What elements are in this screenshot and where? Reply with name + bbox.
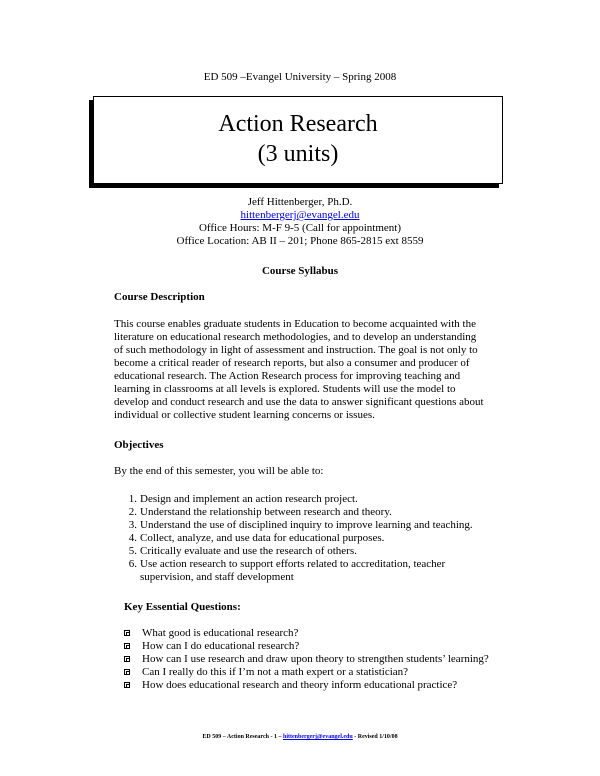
course-description-line: learning in classrooms at all levels is explored. Students will use the model to — [114, 383, 456, 395]
key-question-text: How does educational research and theory inform educational practice? — [142, 679, 458, 691]
title-box — [93, 96, 503, 184]
square-bullet-icon — [124, 682, 130, 688]
instructor-name: Jeff Hittenberger, Ph.D. — [247, 196, 353, 208]
footer-email-link[interactable]: hittenbergerj@evangel.edu — [282, 734, 353, 740]
objective-number: 3. — [128, 519, 137, 531]
objective-item — [128, 519, 510, 532]
objectives-heading: Objectives — [114, 439, 164, 451]
document-header: ED 509 –Evangel University – Spring 2008 — [203, 71, 397, 83]
course-title: Action Research — [218, 111, 378, 137]
objective-item — [128, 506, 510, 519]
key-questions-heading: Key Essential Questions: — [124, 601, 241, 613]
objective-number: 5. — [128, 545, 137, 557]
key-question-text: What good is educational research? — [142, 627, 299, 639]
objective-text: Design and implement an action research project. — [140, 493, 358, 505]
office-location: Office Location: AB II – 201; Phone 865-2815 ext 8559 — [176, 235, 424, 247]
course-description-line: literature on educational research methodologies, and to develop an understanding — [114, 331, 477, 343]
square-bullet-icon — [124, 630, 130, 636]
objective-item — [128, 493, 510, 506]
objective-number: 1. — [128, 493, 137, 505]
objectives-intro: By the end of this semester, you will be able to: — [114, 465, 324, 477]
instructor-email-link[interactable]: hittenbergerj@evangel.edu — [240, 209, 360, 221]
objective-text: Understand the use of disciplined inquiry to improve learning and teaching. — [140, 519, 473, 531]
course-description-line: This course enables graduate students in Education to become acquainted with the — [114, 318, 476, 330]
square-bullet-icon — [124, 656, 130, 662]
objective-item — [128, 532, 510, 545]
syllabus-heading: Course Syllabus — [261, 265, 339, 277]
key-question-text: How can I do educational research? — [142, 640, 300, 652]
key-question-text: How can I use research and draw upon theory to strengthen students’ learning? — [142, 653, 489, 665]
course-description-heading: Course Description — [114, 291, 205, 303]
course-units: (3 units) — [257, 141, 339, 167]
course-description-line: individual or collective student learning concerns or issues. — [114, 409, 375, 421]
objective-number: 4. — [128, 532, 137, 544]
key-question-text: Can I really do this if I’m not a math expert or a statistician? — [142, 666, 409, 678]
footer-prefix: ED 509 – Action Research - 1 – — [202, 734, 283, 740]
course-description-line: educational research. The Action Research process for improving teaching and — [114, 370, 461, 382]
instructor-email-row — [0, 209, 600, 222]
course-description-line: become a critical reader of research reports, but also a consumer and producer of — [114, 357, 470, 369]
square-bullet-icon — [124, 643, 130, 649]
course-description-paragraph — [114, 318, 514, 422]
objective-number: 6. — [128, 558, 137, 570]
objective-number: 2. — [128, 506, 137, 518]
objective-text: Understand the relationship between research and theory. — [140, 506, 392, 518]
objective-item — [128, 545, 510, 558]
course-description-line: develop and conduct research and use the data to answer significant questions about — [114, 396, 484, 408]
objective-text: Critically evaluate and use the research of others. — [140, 545, 357, 557]
objective-item — [128, 558, 510, 584]
page-footer — [0, 734, 600, 740]
objective-text: supervision, and staff development — [140, 571, 294, 583]
objective-text: Collect, analyze, and use data for educational purposes. — [140, 532, 385, 544]
office-hours: Office Hours: M-F 9-5 (Call for appointment) — [198, 222, 402, 234]
objective-text: Use action research to support efforts related to accreditation, teacher — [140, 558, 446, 570]
footer-suffix: - Revised 1/10/08 — [352, 734, 398, 740]
course-description-line: of such methodology in light of assessment and instruction. The goal is not only to — [114, 344, 478, 356]
square-bullet-icon — [124, 669, 130, 675]
